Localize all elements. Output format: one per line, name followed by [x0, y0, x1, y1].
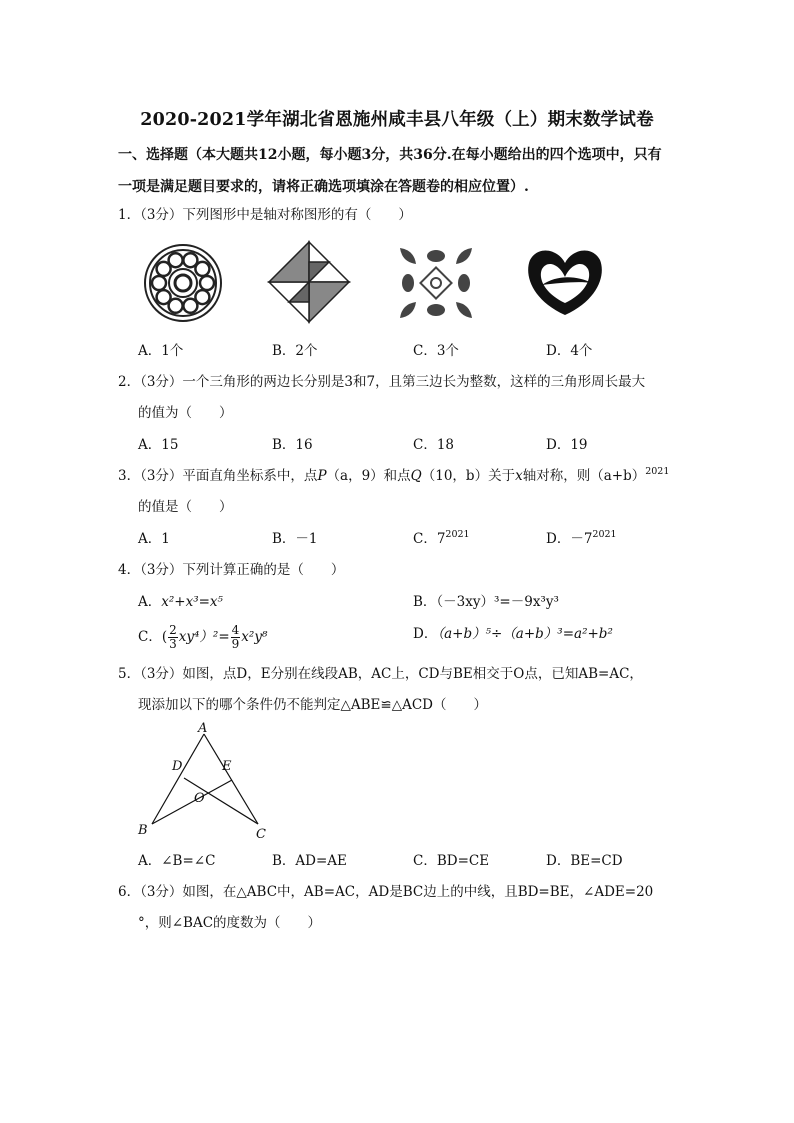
q2-option-a: A．15: [138, 437, 179, 453]
q3-stem-line-2: 的值是（ ）: [138, 499, 233, 515]
q4-option-d-label: D．: [413, 626, 438, 642]
q4-option-c-tail: x²y⁸: [241, 629, 268, 645]
q3-stem-start: 3．（3分）平面直角坐标系中，点: [118, 468, 318, 484]
q4-option-b-label: B．: [413, 594, 437, 610]
floral-tile-figure: [392, 240, 480, 325]
q5-option-b: B．AD=AE: [272, 853, 347, 869]
q4-fraction-1-num: 2: [169, 623, 177, 637]
label-o: O: [194, 791, 205, 806]
q3-option-c-base: C．7: [413, 531, 446, 547]
mandala-petal: [200, 276, 214, 290]
q2-option-d: D．19: [546, 437, 588, 453]
q4-fraction-2-den: 9: [231, 637, 240, 651]
segment-ab: [152, 734, 204, 824]
mandala-figure: [138, 240, 228, 325]
mandala-petal: [152, 276, 166, 290]
q4-option-d: [413, 624, 613, 644]
q3-option-d: [546, 529, 617, 549]
q2-stem-line-2: 的值为（ ）: [138, 405, 233, 421]
q5-option-a: A．∠B=∠C: [138, 853, 216, 869]
triangle-figure: [132, 720, 277, 845]
segment-be: [152, 780, 232, 824]
label-d: D: [172, 759, 183, 774]
label-a: A: [198, 721, 208, 736]
q5-option-c: C．BD=CE: [413, 853, 490, 869]
q4-option-a: [138, 592, 223, 612]
mandala-petal: [195, 262, 209, 276]
heart-logo-figure: [522, 245, 608, 320]
q4-fraction-1: [168, 624, 178, 651]
q3-option-b: B．－1: [272, 531, 318, 547]
mandala-petal: [183, 299, 197, 313]
q3-coord-p: （a，9）和点: [326, 468, 411, 484]
q3-exponent: 2021: [645, 466, 670, 477]
q4-fraction-2: [231, 624, 241, 651]
q4-option-c: C．( $\frac{2}{3}$ xy⁴）²= $\frac{4}{9}$ x²y⁸: [138, 623, 268, 651]
q2-option-c: C．18: [413, 437, 455, 453]
q4-stem: 4．（3分）下列计算正确的是（ ）: [118, 562, 345, 578]
q4-option-b: [413, 592, 559, 612]
q4-fraction-2-num: 4: [231, 623, 240, 637]
segment-ac: [204, 734, 258, 824]
q5-option-d: D．BE=CD: [546, 853, 623, 869]
q1-stem: 1．（3分）下列图形中是轴对称图形的有（ ）: [118, 207, 412, 223]
q1-option-d: D．4个: [546, 343, 593, 359]
page-title: 2020-2021学年湖北省恩施州咸丰县八年级（上）期末数学试卷: [140, 110, 654, 130]
section-heading-line-2: 一项是满足题目要求的，请将正确选项填涂在答题卷的相应位置）.: [118, 179, 529, 195]
pinwheel-figure: [265, 240, 353, 325]
q3-option-a: A．1: [138, 531, 170, 547]
q3-stem-end: 轴对称，则（a+b）: [522, 468, 646, 484]
q3-option-c: [413, 529, 470, 549]
q6-stem-line-1: 6．（3分）如图，在△ABC中，AB=AC，AD是BC边上的中线，且BD=BE，∠ADE=20: [118, 884, 654, 900]
q3-point-p: P: [317, 468, 327, 484]
mandala-petal: [157, 290, 171, 304]
q3-stem-line-1: [118, 466, 669, 486]
q3-option-d-base: D．－7: [546, 531, 593, 547]
q3-point-q: Q: [410, 468, 422, 484]
q4-option-c-label: C．: [138, 629, 162, 645]
q3-coord-q: （10，b）关于: [421, 468, 516, 484]
q4-option-c-middle: xy⁴）²=: [178, 629, 230, 645]
q3-option-c-exp: 2021: [445, 529, 470, 540]
q6-stem-line-2: °，则∠BAC的度数为（ ）: [138, 915, 322, 931]
q4-option-a-expr: x²+x³=x⁵: [161, 594, 223, 610]
label-c: C: [256, 827, 266, 842]
q3-option-d-exp: 2021: [592, 529, 617, 540]
q5-stem-line-1: 5．（3分）如图，点D，E分别在线段AB，AC上，CD与BE相交于O点，已知AB=AC，: [118, 666, 643, 682]
q5-stem-line-2: 现添加以下的哪个条件仍不能判定△ABE≌△ACD（ ）: [138, 697, 488, 713]
mandala-petal: [169, 253, 183, 267]
label-e: E: [222, 759, 232, 774]
label-b: B: [138, 823, 148, 838]
q1-option-c: C．3个: [413, 343, 459, 359]
q1-option-a: A．1个: [138, 343, 184, 359]
q4-option-a-label: A．: [138, 594, 162, 610]
q4-fraction-1-den: 3: [169, 637, 177, 651]
q3-x-axis: x: [515, 468, 523, 484]
q4-option-d-expr: （a+b）⁵÷（a+b）³=a²+b²: [437, 626, 613, 642]
section-heading-line-1: 一、选择题（本大题共12小题，每小题3分，共36分.在每小题给出的四个选项中，只有: [118, 147, 662, 163]
q2-option-b: B．16: [272, 437, 313, 453]
q1-option-b: B．2个: [272, 343, 318, 359]
q4-option-b-expr: （－3xy）³=－9x³y³: [436, 594, 559, 610]
q2-stem-line-1: 2．（3分）一个三角形的两边长分别是3和7，且第三边长为整数，这样的三角形周长最大: [118, 374, 646, 390]
